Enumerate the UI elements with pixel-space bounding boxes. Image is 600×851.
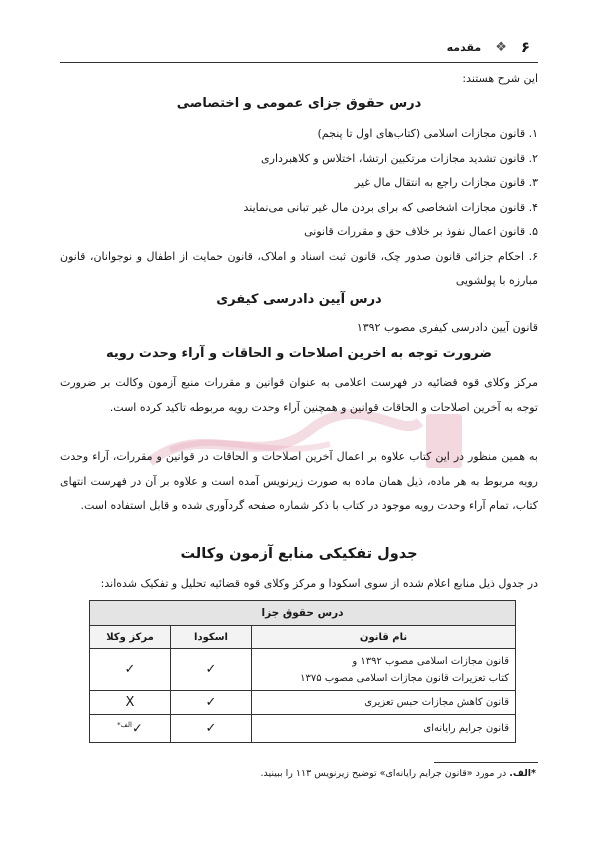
table-intro: در جدول ذیل منابع اعلام شده از سوی اسکودا و مرکز وکلای قوه قضائیه تحلیل و تفکیک شده‌اند: (100, 577, 538, 590)
footnote-text: در مورد «قانون جرایم رایانه‌ای» توضیح زیرنویس ۱۱۳ را ببینید. (260, 768, 510, 779)
check-icon: ✓ (90, 649, 171, 691)
heading-procedure: درس آیین دادرسی کیفری (216, 292, 382, 307)
list-item: ۶. احکام جزائی قانون صدور چک، قانون ثبت اسناد و املاک، قانون حمایت از اطفال و نوجوانان، قانون مبارزه با پولشویی (60, 249, 538, 287)
heading-criminal-law: درس حقوق جزای عمومی و اختصاصی (176, 96, 422, 111)
column-header-bar-center: مرکز وکلا (90, 626, 171, 649)
law-name-line: کتاب تعزیرات قانون مجازات اسلامی مصوب ۱۳۷۵ (300, 672, 509, 684)
heading-amendments: ضرورت توجه به اخرین اصلاحات و الحاقات و آراء وحدت رویه (106, 346, 492, 361)
list-item: ۳. قانون مجازات راجع به انتقال مال غیر (354, 176, 538, 189)
column-header-law-name: نام قانون (252, 626, 516, 649)
list-item: ۲. قانون تشدید مجازات مرتکبین ارتشا، اختلاس و کلاهبرداری (261, 151, 538, 165)
amendments-paragraph-1: مرکز وکلای قوه قضائیه در فهرست اعلامی به عنوان قوانین و مقررات منبع آزمون وکالت بر ضرورت توجه به آخرین اصلاحات و الحاقات قوانین و همچنین آراء وحدت رویه مربوطه تاکید کرده است. (60, 376, 538, 414)
law-name-cell: قانون جرایم رایانه‌ای (252, 715, 516, 743)
check-icon: ✓ (131, 721, 143, 737)
footnote (60, 768, 536, 779)
list-item: ۱. قانون مجازات اسلامی (کتاب‌های اول تا پنجم) (317, 127, 538, 140)
law-list (60, 122, 538, 294)
table-row (90, 715, 516, 743)
footnote-divider (434, 762, 538, 763)
table-row (90, 649, 516, 691)
list-item: ۴. قانون مجازات اشخاصی که برای بردن مال غیر تبانی می‌نمایند (243, 200, 538, 214)
table-caption: درس حقوق جزا (90, 601, 516, 626)
cross-icon: X (90, 691, 171, 715)
column-header-iscoda: اسکودا (171, 626, 252, 649)
procedure-text: قانون آیین دادرسی کیفری مصوب ۱۳۹۲ (356, 321, 538, 334)
heading-source-table: جدول تفکیکی منابع آزمون وکالت (180, 546, 418, 562)
sources-table (89, 600, 516, 743)
header-divider (60, 62, 538, 63)
section-name: مقدمه (446, 40, 482, 54)
law-name-cell: قانون کاهش مجازات حبس تعزیری (252, 691, 516, 715)
check-icon: ✓ (171, 691, 252, 715)
footnote-ref: الف* (117, 720, 132, 729)
ornament-icon: ❖ (495, 39, 507, 55)
law-name-line: قانون مجازات اسلامی مصوب ۱۳۹۲ و (352, 655, 509, 667)
list-item: ۵. قانون اعمال نفوذ بر خلاف حق و مقررات قانونی (304, 225, 538, 238)
intro-text: این شرح هستند: (462, 72, 538, 85)
law-name-cell (252, 649, 516, 691)
table-row (90, 691, 516, 715)
check-with-note-cell (90, 715, 171, 743)
amendments-paragraph-2: به همین منظور در این کتاب علاوه بر اعمال آخرین اصلاحات و الحاقات در قوانین و مقررات، آراء وحدت رویه مربوط به هر ماده، ذیل همان ماده به صورت زیرنویس آمده است و علاوه بر آن در فهرست انتهای کتاب، تمام آراء وحدت رویه موجود در کتاب با ذکر شماره صفحه گردآوری شده و قابل استفاده است. (60, 450, 538, 512)
page-number: ۶ (520, 38, 530, 56)
check-icon: ✓ (171, 715, 252, 743)
page-header (60, 34, 530, 60)
check-icon: ✓ (171, 649, 252, 691)
footnote-mark: *الف. (509, 768, 536, 779)
